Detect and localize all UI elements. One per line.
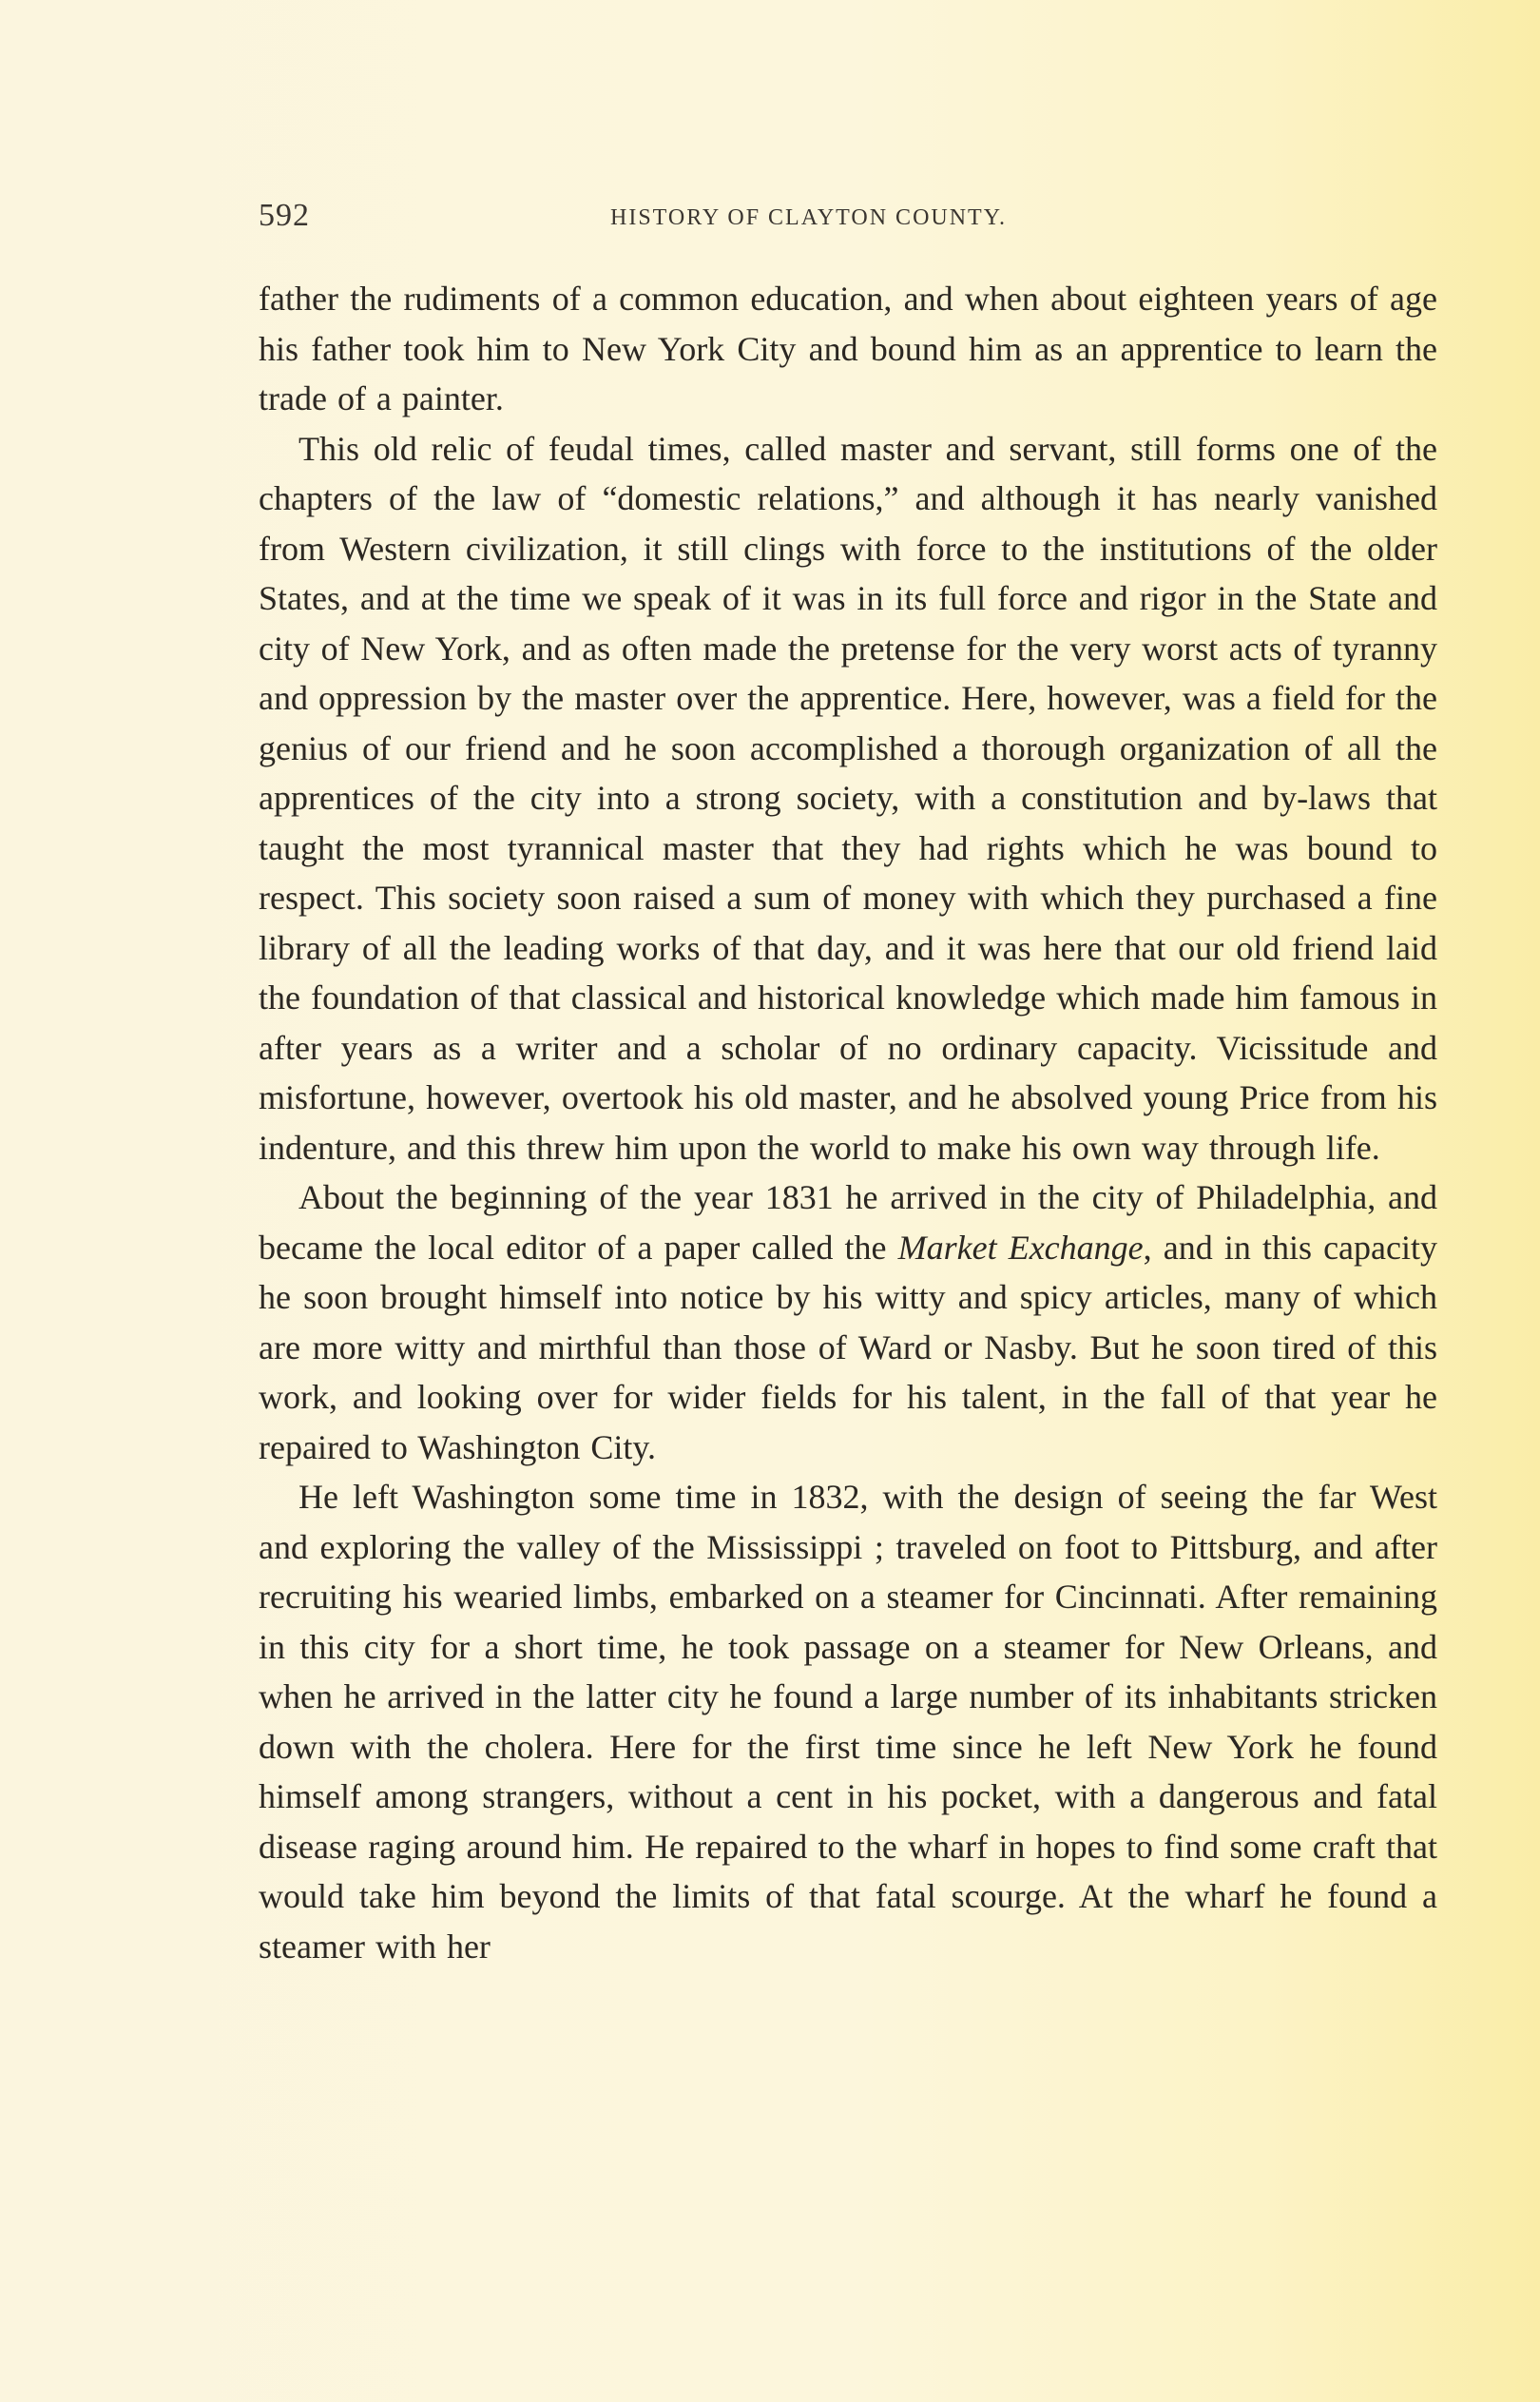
newspaper-title: Market Exchange <box>897 1228 1144 1267</box>
book-page <box>259 198 1437 1971</box>
paragraph-4: He left Washington some time in 1832, with the design of seeing the far West and exploring the valley of the Mississippi ; traveled on foot to Pittsburg, and after recruiting his wearied limbs, embarked on a steamer for Cincinnati. After remaining in this city for a short time, he took passage on a steamer for New Orleans, and when he arrived in the latter city he found a large number of its inhabitants stricken down with the cholera. Here for the first time since he left New York he found himself among strangers, without a cent in his pocket, with a dangerous and fatal disease raging around him. He repaired to the wharf in hopes to find some craft that would take him beyond the limits of that fatal scourge. At the wharf he found a steamer with her <box>259 1478 1437 1966</box>
paragraph-3-after: , and in this capacity he soon brought himself into notice by his witty and spicy articles, many of which are more witty and mirthful than those of Ward or Nasby. But he soon tired of this work, and looking over for wider fields for his talent, in the fall of that year he repaired to Washington City. <box>259 1228 1437 1466</box>
paragraph-3 <box>259 1172 1437 1472</box>
paragraph-2: This old relic of feudal times, called master and servant, still forms one of the chapters of the law of “domestic relations,” and although it has nearly vanished from Western civilization, it still clings with force to the institutions of the older States, and at the time we speak of it was in its full force and rigor in the State and city of New York, and as often made the pretense for the very worst acts of tyranny and oppression by the master over the apprentice. Here, however, was a field for the genius of our friend and he soon accomplished a thorough organization of all the apprentices of the city into a strong society, with a constitution and by-laws that taught the most tyrannical master that they had rights which he was bound to respect. This society soon raised a sum of money with which they purchased a fine library of all the leading works of that day, and it was here that our old friend laid the foundation of that classical and historical knowledge which made him famous in after years as a writer and a scholar of no ordinary capacity. Vicissitude and misfortune, however, overtook his old master, and he absolved young Price from his indenture, and this threw him upon the world to make his own way through life. <box>259 429 1437 1167</box>
paragraph-3-before: About the beginning of the year 1831 he arrived in the city of Philadelphia, and became the local editor of a paper called the <box>259 1178 1437 1267</box>
running-title: HISTORY OF CLAYTON COUNTY. <box>610 205 1007 230</box>
page-number: 592 <box>259 198 310 233</box>
paragraph-1: father the rudiments of a common education, and when about eighteen years of age his father took him to New York City and bound him as an apprentice to learn the trade of a painter. <box>259 280 1437 417</box>
running-head <box>259 198 1437 240</box>
body-text <box>259 274 1437 1971</box>
